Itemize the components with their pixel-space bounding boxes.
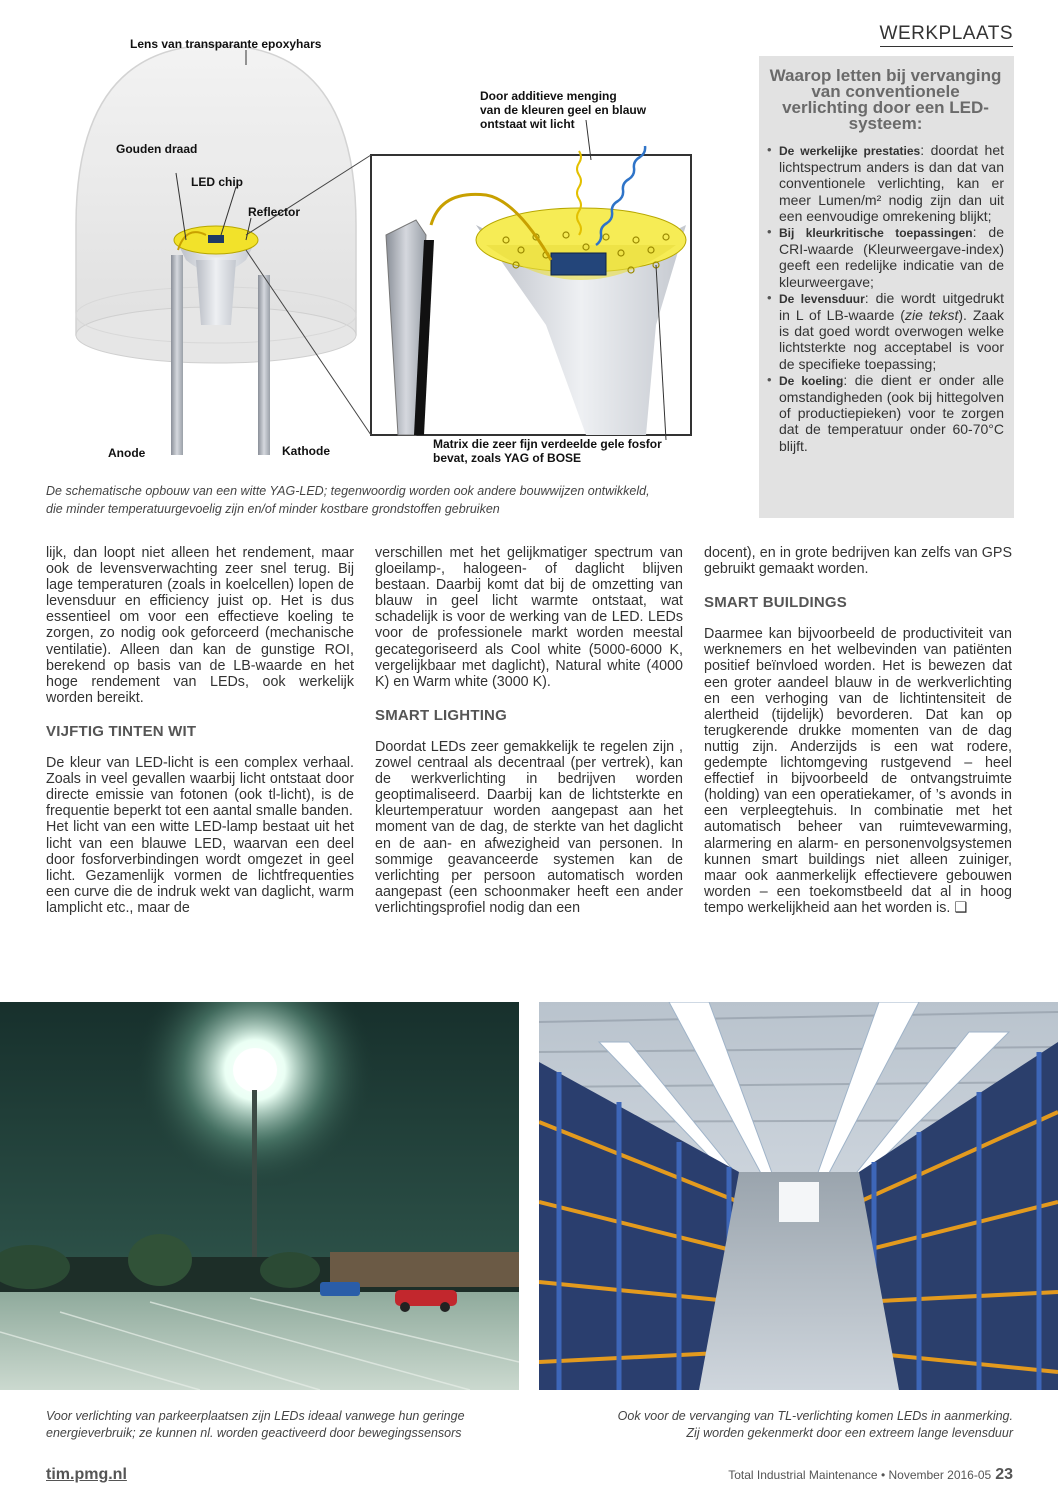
article-column-2 <box>375 545 683 916</box>
page-number: 23 <box>995 1466 1013 1483</box>
sidebar-item <box>767 142 1004 224</box>
parking-caption-line1: Voor verlichting van parkeerplaatsen zijn LEDs ideaal vanwege hun geringe <box>46 1409 465 1423</box>
warehouse-photo-caption <box>618 1408 1013 1442</box>
article-column-1 <box>46 545 354 916</box>
paragraph: Het licht van een witte LED-lamp bestaat uit het licht van een blauwe LED, waarvan een deel door fosforverbindingen wordt omgezet in geel licht. Gezamenlijk vormen de lichtfrequenties een curve die de indruk wekt van daglicht, warm lamplicht etc., maar de <box>46 819 354 916</box>
end-mark-icon: ❑ <box>954 899 968 916</box>
sidebar-item-text-cont: ). Zaak is dat goed wordt overwogen welke lichtsterkte nog acceptabel is voor de specifieke toepassing; <box>779 307 1004 372</box>
parking-lot-image <box>0 1002 519 1390</box>
label-additive-mixing: Door additieve menging van de kleuren geel en blauw ontstaat wit licht <box>480 89 647 131</box>
sidebar-item <box>767 224 1004 290</box>
diagram-caption-line2: die minder temperatuurgevoelig zijn en/of minder kostbare grondstoffen gebruiken <box>46 502 500 516</box>
led-diagram <box>46 25 696 475</box>
section-title: WERKPLAATS <box>880 23 1013 47</box>
label-anode: Anode <box>108 446 146 460</box>
subheading: SMART LIGHTING <box>375 706 507 724</box>
subheading: SMART BUILDINGS <box>704 594 847 612</box>
sidebar-list <box>767 142 1004 454</box>
parking-lot-photo <box>0 1002 519 1390</box>
label-cathode: Kathode <box>282 444 330 458</box>
label-led-chip: LED chip <box>191 175 244 189</box>
footer-info <box>728 1466 1013 1484</box>
paragraph: Doordat LEDs zeer gemakkelijk te regelen zijn , zowel centraal als decentraal (per vertrek), kan de werkverlichting in bedrijven worden geoptimaliseerd. Daarbij kan de lichtsterkte en kleurtemperatuur worden aangepast aan het moment van de dag, de sterkte van het daglicht en de aan- en afwezigheid van personen. In sommige geavanceerde systemen kan de verlichting per persoon automatisch worden aangepast (een schoonmaker heeft een ander verlichtingsprofiel nodig dan een <box>375 738 683 916</box>
sidebar-item-term: De levensduur <box>779 291 865 306</box>
sidebar-item-text: : de CRI-waarde (Kleurweergave-index) geeft een redelijke indicatie van de kleurweergave; <box>779 224 1004 290</box>
sidebar-title: Waarop letten bij vervanging van conventionele verlichting door een LED-systeem: <box>769 66 1002 133</box>
diagram-caption <box>46 482 650 518</box>
sidebar-item <box>767 372 1004 454</box>
sidebar-item-term: De koeling <box>779 373 844 388</box>
paragraph: De kleur van LED-licht is een complex verhaal. Zoals in veel gevallen waarbij licht ontstaat door directe emissie van fotonen (ook tl-licht), is de frequentie beperkt tot een aantal smalle banden. <box>46 755 354 820</box>
sidebar-item-text: : die dient er onder alle omstandigheden (ook bij hittegolven of productiepieken) voor te zorgen dat de temperatuur onder 60-70°C blijft. <box>779 371 1004 454</box>
paragraph-text: Daarmee kan bijvoorbeeld de productiviteit van werknemers en het welbevinden van patiënten positief beïnvloed worden. Het is bewezen dat een groter aandeel blauw in de werkverlichting en een verhoging van de lichtintensiteit de alertheid (tijdelijk) bevorderen. Dat kan op terugkerende drukke momenten van de dag nuttig zijn. Anderzijds is een wat rodere, gedempte lichtomgeving rustgevend – heel effectief in bijvoorbeeld de ontvangstruimte (holding) van een operatiekamer, of ’s avonds in een verpleegtehuis. In combinatie met het automatisch beheer van ruimtevewarming, alarmering en alarm- en personenvolgsystemen kunnen smart buildings niet alleen zuiniger, maar ook aanmerkelijk effectievere gebouwen worden – een toekomstbeeld dat al in hoog tempo werkelijkheid aan het worden is. <box>704 626 1012 916</box>
warehouse-photo <box>539 1002 1058 1390</box>
subheading: VIJFTIG TINTEN WIT <box>46 722 197 740</box>
parking-caption-line2: energieverbruik; ze kunnen nl. worden geactiveerd door bewegingssensors <box>46 1426 462 1440</box>
magazine-name: Total Industrial Maintenance • November 2016-05 <box>728 1468 992 1482</box>
warehouse-caption-line2: Zij worden gekenmerkt door een extreem lange levensduur <box>686 1426 1013 1440</box>
label-gold-wire: Gouden draad <box>116 142 198 156</box>
diagram-caption-line1: De schematische opbouw van een witte YAG-LED; tegenwoordig worden ook andere bouwwijzen ontwikkeld, <box>46 484 650 498</box>
sidebar-item-term: Bij kleurkritische toepassingen <box>779 226 973 241</box>
warehouse-image <box>539 1002 1058 1390</box>
sidebar-item-emphasis: zie tekst <box>904 307 959 324</box>
sidebar-item-text: : die wordt uitgedrukt in L of LB-waarde ( <box>779 289 1004 324</box>
label-matrix: Matrix die zeer fijn verdeelde gele fosfor bevat, zoals YAG of BOSE <box>433 437 662 465</box>
checklist-sidebar <box>759 56 1014 518</box>
website-link[interactable]: tim.pmg.nl <box>46 1466 127 1483</box>
paragraph: docent), en in grote bedrijven kan zelfs van GPS gebruikt gemaakt worden. <box>704 545 1012 578</box>
paragraph: verschillen met het gelijkmatiger spectrum van gloeilamp-, halogeen- of daglicht blijven bestaan. Daarbij komt dat bij de omzetting van blauw in geel licht warmte ontstaat, wat schadelijk is voor de werking van de LED. LEDs voor de professionele markt worden meestal gecategoriseerd als Cool white (5000-6000 K, vergelijkbaar met daglicht), Natural white (4000 K) en Warm white (3000 K). <box>375 545 683 690</box>
parking-photo-caption <box>46 1408 465 1442</box>
paragraph <box>704 626 1012 916</box>
label-lens: Lens van transparante epoxyhars <box>130 37 322 51</box>
paragraph: lijk, dan loopt niet alleen het rendement, maar ook de levensverwachting zeer snel terug. Bij lage temperaturen (zoals in koelcellen) lopen de levensduur en efficiency juist op. Het is dus essentieel om voor een effectieve koeling te zorgen, zo nodig ook geforceerd (mechanische ventilatie). Alleen dan kan de gunstige ROI, berekend op basis van de LB-waarde en het hoge rendement van LEDs, ook werkelijk worden bereikt. <box>46 545 354 706</box>
sidebar-item-term: De werkelijke prestaties <box>779 144 921 158</box>
warehouse-caption-line1: Ook voor de vervanging van TL-verlichting komen LEDs in aanmerking. <box>617 1409 1013 1423</box>
sidebar-item <box>767 290 1004 372</box>
article-column-3 <box>704 545 1012 916</box>
sidebar-item-text: : doordat het lichtspectrum anders is dan dat van conventionele verlichting, kan er meer Lumen/m² nodig zijn dan uit een eenvoudige omrekening blijkt; <box>779 142 1004 224</box>
label-reflector: Reflector <box>248 205 301 219</box>
